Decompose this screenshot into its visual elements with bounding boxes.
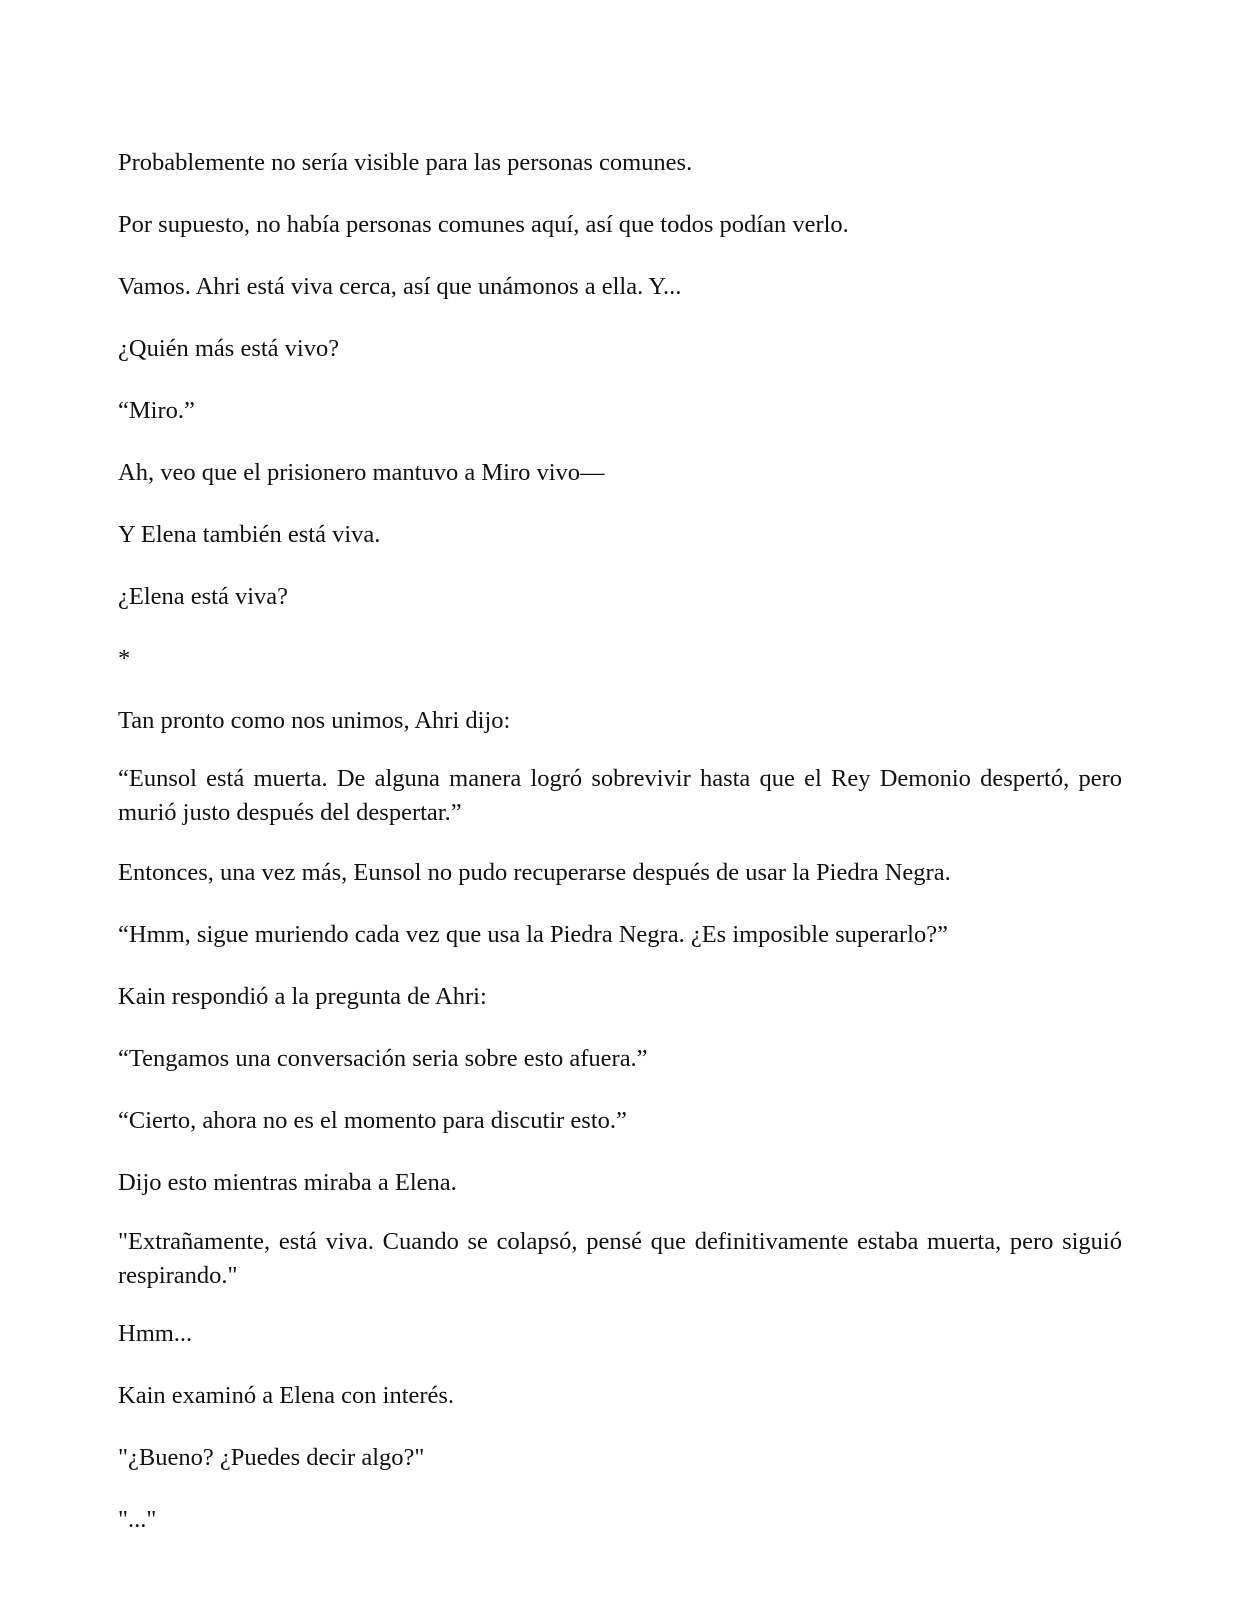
paragraph: “Eunsol está muerta. De alguna manera logró sobrevivir hasta que el Rey Demonio despertó, pero murió justo después del despertar.”: [118, 765, 1122, 826]
paragraph: "Extrañamente, está viva. Cuando se colapsó, pensé que definitivamente estaba muerta, pero siguió respirando.": [118, 1228, 1122, 1289]
paragraph: “Miro.”: [118, 397, 195, 424]
paragraph: Entonces, una vez más, Eunsol no pudo recuperarse después de usar la Piedra Negra.: [118, 859, 951, 886]
paragraph: Ah, veo que el prisionero mantuvo a Miro vivo—: [118, 459, 605, 486]
paragraph: “Cierto, ahora no es el momento para discutir esto.”: [118, 1107, 627, 1134]
paragraph: ¿Quién más está vivo?: [118, 335, 340, 362]
paragraph: Tan pronto como nos unimos, Ahri dijo:: [118, 707, 511, 734]
paragraph: "...": [118, 1506, 157, 1533]
paragraph: Dijo esto mientras miraba a Elena.: [118, 1169, 457, 1196]
paragraph: Kain respondió a la pregunta de Ahri:: [118, 983, 487, 1010]
document-page: [118, 0, 1122, 1617]
paragraph: "¿Bueno? ¿Puedes decir algo?": [118, 1444, 425, 1471]
paragraph: Probablemente no sería visible para las personas comunes.: [118, 149, 693, 176]
paragraph: Vamos. Ahri está viva cerca, así que unámonos a ella. Y...: [118, 273, 682, 300]
paragraph: Y Elena también está viva.: [118, 521, 381, 548]
paragraph: “Tengamos una conversación seria sobre esto afuera.”: [118, 1045, 648, 1072]
paragraph: Hmm...: [118, 1320, 193, 1347]
paragraph: Kain examinó a Elena con interés.: [118, 1382, 455, 1409]
paragraph: ¿Elena está viva?: [118, 583, 289, 610]
paragraph: “Hmm, sigue muriendo cada vez que usa la Piedra Negra. ¿Es imposible superarlo?”: [118, 921, 948, 948]
paragraph: Por supuesto, no había personas comunes aquí, así que todos podían verlo.: [118, 211, 849, 238]
scene-break: *: [118, 645, 131, 672]
